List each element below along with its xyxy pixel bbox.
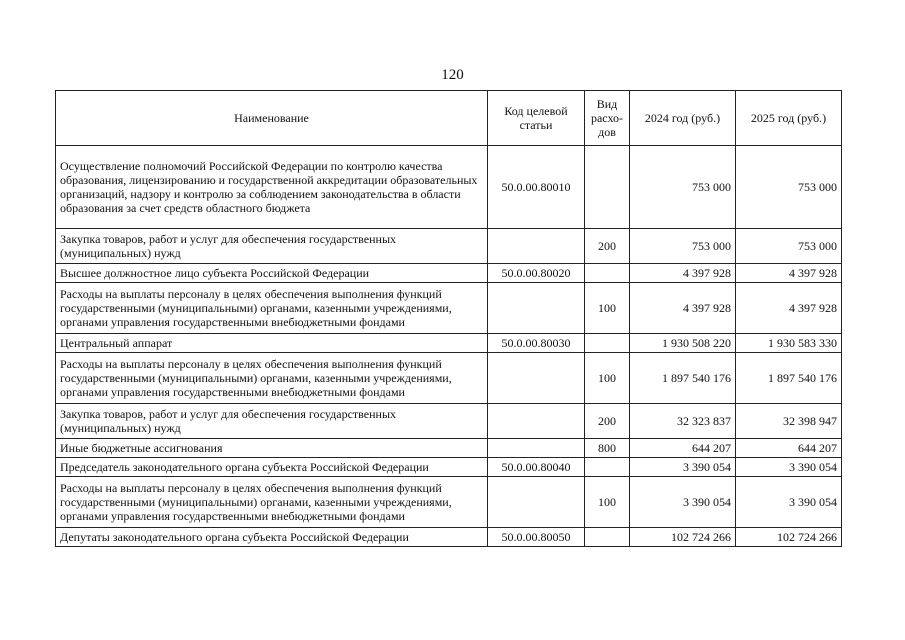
row-amount-2024: 3 390 054 [630, 458, 736, 477]
table-row [56, 458, 842, 477]
table-row [56, 146, 842, 229]
row-amount-2025: 753 000 [736, 229, 842, 264]
budget-table [55, 90, 842, 547]
row-amount-2024: 4 397 928 [630, 264, 736, 283]
table-row [56, 229, 842, 264]
row-amount-2025: 32 398 947 [736, 404, 842, 439]
row-vid: 800 [585, 439, 630, 458]
row-code: 50.0.00.80040 [488, 458, 585, 477]
header-vid: Вид расхо-дов [585, 91, 630, 146]
row-amount-2024: 32 323 837 [630, 404, 736, 439]
row-code: 50.0.00.80010 [488, 146, 585, 229]
page-number: 120 [441, 67, 464, 83]
row-name: Расходы на выплаты персоналу в целях обеспечения выполнения функций государственными (муниципальными) органами, казенными учреждениями, органами управления государственными внебюджетными фондами [56, 477, 488, 528]
header-2025: 2025 год (руб.) [736, 91, 842, 146]
table-row [56, 283, 842, 334]
row-amount-2025: 4 397 928 [736, 264, 842, 283]
row-name: Центральный аппарат [56, 334, 488, 353]
row-code: 50.0.00.80050 [488, 528, 585, 547]
row-code [488, 353, 585, 404]
table-row [56, 264, 842, 283]
row-amount-2025: 3 390 054 [736, 458, 842, 477]
row-name: Высшее должностное лицо субъекта Российской Федерации [56, 264, 488, 283]
row-amount-2025: 1 930 583 330 [736, 334, 842, 353]
row-vid: 100 [585, 477, 630, 528]
row-amount-2024: 753 000 [630, 229, 736, 264]
row-name: Иные бюджетные ассигнования [56, 439, 488, 458]
header-name: Наименование [56, 91, 488, 146]
row-name: Закупка товаров, работ и услуг для обеспечения государственных (муниципальных) нужд [56, 229, 488, 264]
row-vid [585, 334, 630, 353]
row-name: Расходы на выплаты персоналу в целях обеспечения выполнения функций государственными (муниципальными) органами, казенными учреждениями, органами управления государственными внебюджетными фондами [56, 353, 488, 404]
table-row [56, 334, 842, 353]
row-amount-2024: 753 000 [630, 146, 736, 229]
row-vid: 200 [585, 229, 630, 264]
row-name: Депутаты законодательного органа субъекта Российской Федерации [56, 528, 488, 547]
header-code: Код целевой статьи [488, 91, 585, 146]
row-name: Закупка товаров, работ и услуг для обеспечения государственных (муниципальных) нужд [56, 404, 488, 439]
row-vid: 100 [585, 283, 630, 334]
row-amount-2024: 644 207 [630, 439, 736, 458]
row-code [488, 283, 585, 334]
row-amount-2024: 1 897 540 176 [630, 353, 736, 404]
row-vid: 200 [585, 404, 630, 439]
row-code: 50.0.00.80030 [488, 334, 585, 353]
row-code [488, 404, 585, 439]
row-amount-2025: 102 724 266 [736, 528, 842, 547]
row-code [488, 229, 585, 264]
row-code [488, 477, 585, 528]
row-amount-2024: 4 397 928 [630, 283, 736, 334]
row-vid [585, 146, 630, 229]
row-code: 50.0.00.80020 [488, 264, 585, 283]
table-row [56, 439, 842, 458]
row-vid [585, 458, 630, 477]
row-amount-2025: 1 897 540 176 [736, 353, 842, 404]
row-amount-2025: 753 000 [736, 146, 842, 229]
row-vid: 100 [585, 353, 630, 404]
table-row [56, 404, 842, 439]
table-header-row [56, 91, 842, 146]
row-amount-2025: 3 390 054 [736, 477, 842, 528]
row-name: Осуществление полномочий Российской Федерации по контролю качества образования, лицензированию и государственной аккредитации образовательных организаций, надзору и контролю за соблюдением законодательства в области образования за счет средств областного бюджета [56, 146, 488, 229]
table-row [56, 477, 842, 528]
row-amount-2025: 644 207 [736, 439, 842, 458]
row-vid [585, 528, 630, 547]
row-code [488, 439, 585, 458]
row-vid [585, 264, 630, 283]
header-2024: 2024 год (руб.) [630, 91, 736, 146]
row-amount-2024: 1 930 508 220 [630, 334, 736, 353]
row-amount-2025: 4 397 928 [736, 283, 842, 334]
row-name: Расходы на выплаты персоналу в целях обеспечения выполнения функций государственными (муниципальными) органами, казенными учреждениями, органами управления государственными внебюджетными фондами [56, 283, 488, 334]
table-row [56, 353, 842, 404]
row-name: Председатель законодательного органа субъекта Российской Федерации [56, 458, 488, 477]
row-amount-2024: 102 724 266 [630, 528, 736, 547]
row-amount-2024: 3 390 054 [630, 477, 736, 528]
table-row [56, 528, 842, 547]
